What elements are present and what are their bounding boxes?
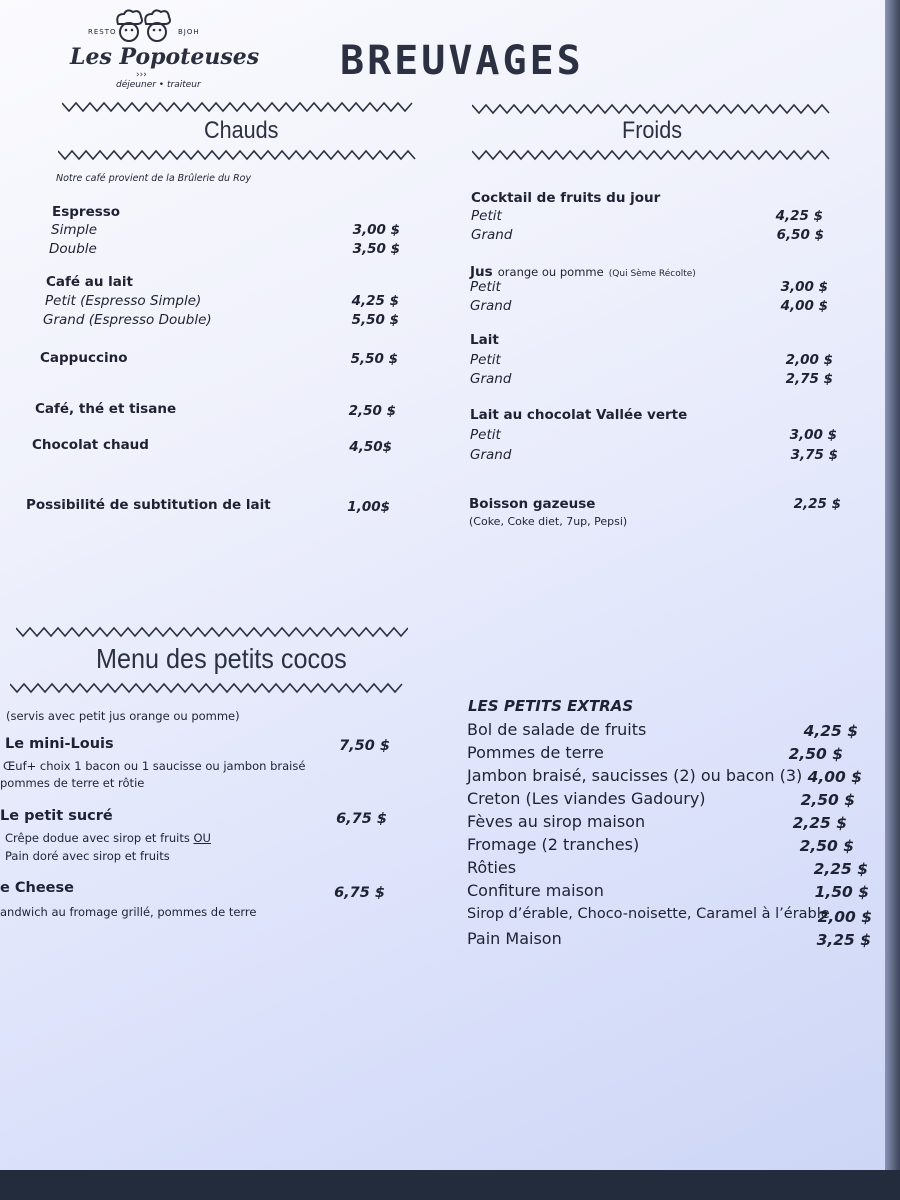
kids-item-desc [5,831,211,845]
price: 5,50 $ [351,312,399,328]
extra-item-price: 4,25 $ [803,722,858,740]
extra-item-name: Sirop d’érable, Choco-noisette, Caramel à l’érable [467,906,830,922]
item-jus [470,261,696,280]
extra-item-name: Fèves au sirop maison [467,812,646,831]
extra-item-name: Bol de salade de fruits [467,720,647,739]
section-heading-cold: Froids [622,117,683,144]
item-cafe-the-tisane: Café, thé et tisane [35,401,177,417]
price: 3,75 $ [790,447,838,463]
size-label: Grand [470,371,512,387]
size-label: Petit [470,352,501,368]
item-boisson-gazeuse-desc: (Coke, Coke diet, 7up, Pepsi) [469,515,628,528]
price: 3,00 $ [780,279,828,295]
price: 6,75 $ [336,811,387,827]
logo-right-text: BJOH [178,28,200,36]
item-cocktail-fruits: Cocktail de fruits du jour [471,190,661,206]
table-surface [0,1170,900,1200]
item-cappuccino: Cappuccino [40,350,128,366]
extra-item-name: Pain Maison [467,929,562,948]
size-label: Double [49,241,97,257]
item-lait: Lait [470,332,499,348]
size-label: Petit [470,427,501,443]
price: 4,25 $ [775,208,823,224]
price: 4,50$ [349,439,392,455]
extra-item-price: 1,50 $ [814,883,869,901]
extra-item-name: Creton (Les viandes Gadoury) [467,789,706,808]
chef-faces-icon [112,8,178,44]
price: 4,25 $ [351,293,399,309]
zigzag-divider [472,102,830,116]
zigzag-divider [472,148,832,162]
kids-note: (servis avec petit jus orange ou pomme) [6,709,240,723]
page-title: BREUVAGES [340,38,584,84]
extra-item-name: Fromage (2 tranches) [467,835,640,854]
extra-item-price: 2,00 $ [817,908,872,926]
size-label: Petit [471,208,502,224]
price: 6,50 $ [776,227,824,243]
item-jus-desc: orange ou pomme [497,265,604,279]
price: 2,50 $ [348,403,396,419]
price: 6,75 $ [334,885,385,901]
size-label: Grand [470,298,512,314]
kids-item-desc: Œuf+ choix 1 bacon ou 1 saucisse ou jambon braisé [3,759,306,773]
kids-item-desc: andwich au fromage grillé, pommes de terre [0,905,257,919]
price: 2,25 $ [793,496,841,512]
item-jus-label: Jus [470,264,493,280]
extra-item-price: 2,50 $ [788,745,843,763]
extra-item-name: Confiture maison [467,881,604,900]
price: 2,00 $ [785,352,833,368]
price: 5,50 $ [350,351,398,367]
extra-item-price: 2,25 $ [792,814,847,832]
section-heading-hot: Chauds [204,117,279,144]
zigzag-divider [16,625,408,639]
size-label: Petit (Espresso Simple) [45,293,202,309]
zigzag-divider [10,681,408,695]
item-jus-source: (Qui Sème Récolte) [608,269,696,279]
size-label: Grand [471,227,513,243]
table-edge [885,0,900,1170]
item-espresso: Espresso [52,204,121,220]
extra-item-name: Pommes de terre [467,743,604,762]
kids-item-name: Le petit sucré [0,808,113,824]
logo-name: Les Popoteuses [70,44,260,70]
extra-item-name: Jambon braisé, saucisses (2) ou bacon (3) [467,766,803,785]
price: 3,00 $ [352,222,400,238]
logo-tagline: déjeuner • traiteur [116,80,201,90]
price: 3,50 $ [352,241,400,257]
size-label: Grand [470,447,512,463]
kids-item-desc: pommes de terre et rôtie [0,776,145,790]
price: 4,00 $ [780,298,828,314]
item-lait-chocolat: Lait au chocolat Vallée verte [470,407,688,423]
extra-item-price: 3,25 $ [816,931,871,949]
extra-item-price: 4,00 $ [807,768,862,786]
extra-item-price: 2,25 $ [813,860,868,878]
kids-item-desc-text: Crêpe dodue avec sirop et fruits OU [5,831,211,845]
extra-item-price: 2,50 $ [800,791,855,809]
kids-item-name: e Cheese [0,880,74,896]
kids-item-name: Le mini-Louis [5,736,114,752]
item-chocolat-chaud: Chocolat chaud [32,437,149,453]
price: 3,00 $ [789,427,837,443]
price: 2,75 $ [785,371,833,387]
price: 7,50 $ [339,738,390,754]
zigzag-divider [58,148,416,162]
logo-left-text: RESTO [88,28,117,36]
section-heading-kids: Menu des petits cocos [96,643,347,674]
extra-item-name: Rôties [467,858,517,877]
size-label: Petit [470,279,501,295]
extra-item-price: 2,50 $ [799,837,854,855]
zigzag-divider [62,100,417,114]
item-substitution-lait: Possibilité de subtitution de lait [26,497,271,513]
logo-arrows-icon: ››› [136,70,147,80]
item-cafe-au-lait: Café au lait [46,274,133,290]
size-label: Simple [51,222,98,238]
item-boisson-gazeuse: Boisson gazeuse [469,496,596,512]
coffee-note: Notre café provient de la Brûlerie du Roy [56,173,252,184]
price: 1,00$ [347,499,390,515]
kids-item-desc: Pain doré avec sirop et fruits [5,849,170,863]
extras-heading: LES PETITS EXTRAS [468,697,634,715]
or-underlined: OU [193,831,211,845]
size-label: Grand (Espresso Double) [43,312,212,328]
